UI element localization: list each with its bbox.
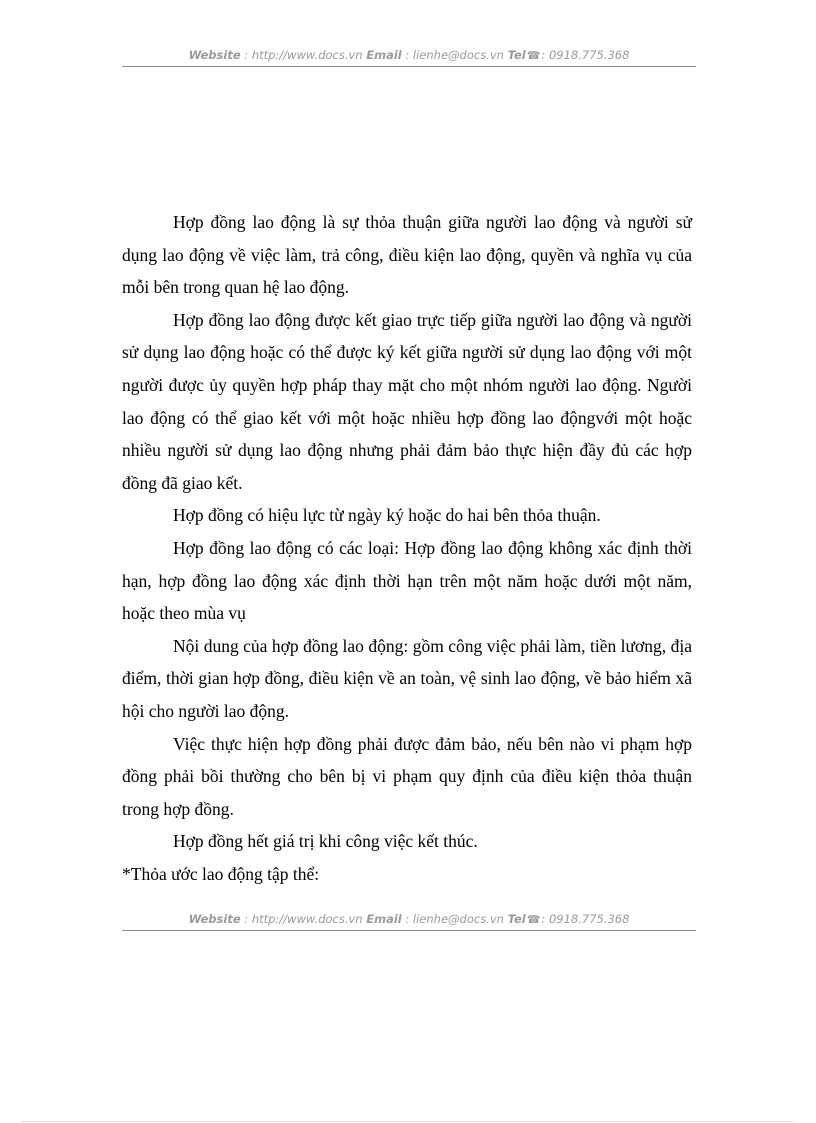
footer-website-label: Website <box>188 912 241 926</box>
paragraph: Hợp đồng lao động được kết giao trực tiếp giữa người lao động và người sử dụng lao động hoặc có thể được ký kết giữa người sử dụng lao động với một người được ủy quyền hợp pháp thay mặt cho một nhóm người lao động. Người lao động có thể giao kết với một hoặc nhiều hợp đồng lao độngvới một hoặc nhiều người sử dụng lao động nhưng phải đảm bảo thực hiện đầy đủ các hợp đồng đã giao kết. <box>122 309 692 493</box>
phone-icon: ☎ <box>526 49 541 62</box>
footer-tel-label: Tel <box>507 912 526 926</box>
section-heading: *Thỏa ước lao động tập thể: <box>122 863 320 884</box>
page-header <box>122 48 696 67</box>
header-tel-label: Tel <box>507 48 526 62</box>
phone-icon: ☎ <box>526 913 541 926</box>
footer-website-link[interactable]: : http://www.docs.vn <box>244 912 363 926</box>
header-website-link[interactable]: : http://www.docs.vn <box>244 48 363 62</box>
header-tel-value: : 0918.775.368 <box>541 48 630 62</box>
document-body <box>122 206 692 890</box>
paragraph: Hợp đồng có hiệu lực từ ngày ký hoặc do hai bên thỏa thuận. <box>173 505 601 526</box>
paragraph: Hợp đồng hết giá trị khi công việc kết thúc. <box>173 831 478 852</box>
header-website-label: Website <box>188 48 241 62</box>
page-edge-divider <box>22 1121 794 1122</box>
footer-email-label: Email <box>366 912 402 926</box>
paragraph: Hợp đồng lao động là sự thỏa thuận giữa người lao động và người sử dụng lao động về việc làm, trả công, điều kiện lao động, quyền và nghĩa vụ của mỗi bên trong quan hệ lao động. <box>122 212 692 298</box>
footer-tel-value: : 0918.775.368 <box>541 912 630 926</box>
page-footer <box>122 912 696 931</box>
paragraph: Hợp đồng lao động có các loại: Hợp đồng lao động không xác định thời hạn, hợp đồng lao động xác định thời hạn trên một năm hoặc dưới một năm, hoặc theo mùa vụ <box>122 537 692 624</box>
paragraph: Nội dung của hợp đồng lao động: gồm công việc phải làm, tiền lương, địa điểm, thời gian hợp đồng, điều kiện về an toàn, vệ sinh lao động, về bảo hiểm xã hội cho người lao động. <box>122 635 692 721</box>
header-email-label: Email <box>366 48 402 62</box>
paragraph: Việc thực hiện hợp đồng phải được đảm bảo, nếu bên nào vi phạm hợp đồng phải bồi thường cho bên bị vi phạm quy định của điều kiện thỏa thuận trong hợp đồng. <box>122 733 692 819</box>
footer-email-link[interactable]: : lienhe@docs.vn <box>405 912 504 926</box>
header-email-link[interactable]: : lienhe@docs.vn <box>405 48 504 62</box>
